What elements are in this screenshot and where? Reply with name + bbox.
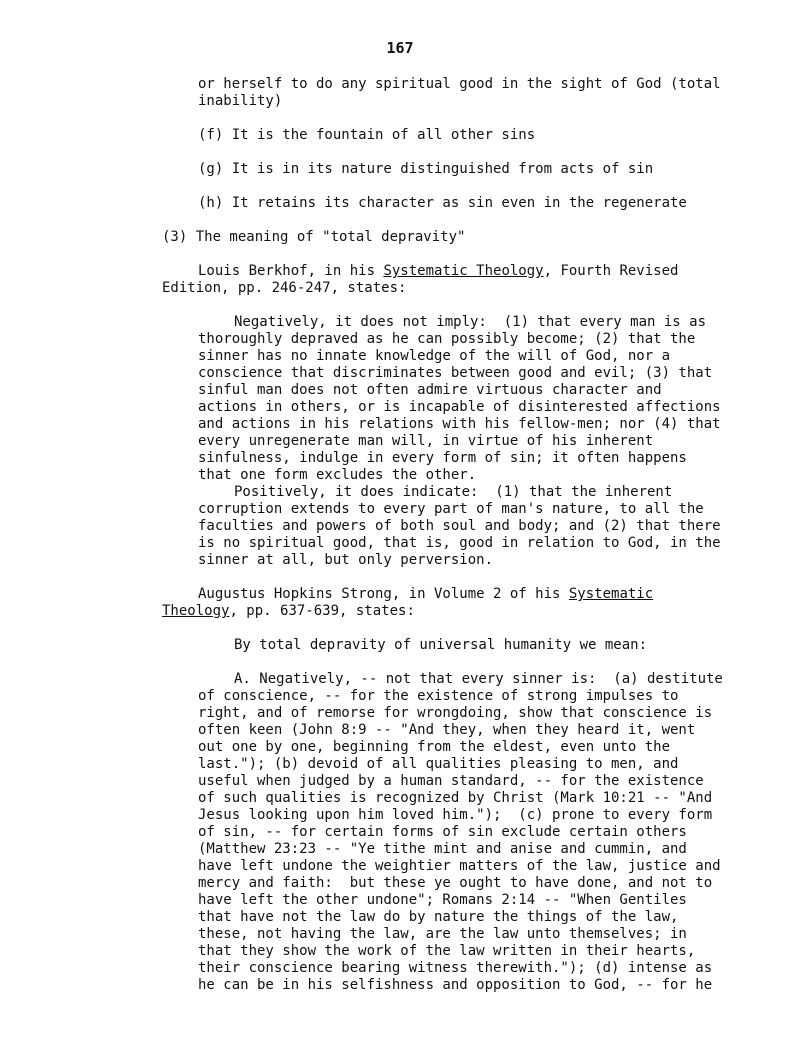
- strong-lead: By total depravity of universal humanity we mean:: [234, 637, 648, 653]
- quote-line: of conscience, -- for the existence of strong impulses to: [198, 688, 679, 704]
- berkhof-book-title: Systematic Theology: [383, 263, 544, 279]
- quote-line: conscience that discriminates between good and evil; (3) that: [198, 365, 713, 381]
- quote-line: (Matthew 23:23 -- "Ye tithe mint and anise and cummin, and: [198, 841, 687, 857]
- quote-line: of such qualities is recognized by Christ (Mark 10:21 -- "And: [198, 790, 713, 806]
- quote-line: right, and of remorse for wrongdoing, show that conscience is: [198, 705, 713, 721]
- quote-line: faculties and powers of both soul and body; and (2) that there: [198, 518, 721, 534]
- quote-line: that one form excludes the other.: [198, 467, 477, 483]
- text-line: or herself to do any spiritual good in the sight of God (total: [198, 76, 721, 92]
- quote-line: of sin, -- for certain forms of sin exclude certain others: [198, 824, 687, 840]
- berkhof-intro-post: , Fourth Revised: [543, 263, 679, 279]
- item-f: (f) It is the fountain of all other sins: [198, 127, 536, 143]
- quote-line: corruption extends to every part of man's nature, to all the: [198, 501, 704, 517]
- strong-quote: [162, 671, 742, 994]
- strong-book-title-part2: Theology: [162, 603, 230, 619]
- page-number: 167: [386, 39, 414, 57]
- strong-intro-pre: Augustus Hopkins Strong, in Volume 2 of his: [198, 586, 569, 602]
- item-h: (h) It retains its character as sin even in the regenerate: [198, 195, 687, 211]
- quote-line: sinful man does not often admire virtuous character and: [198, 382, 662, 398]
- quote-line: thoroughly depraved as he can possibly become; (2) that the: [198, 331, 696, 347]
- quote-line: sinner at all, but only perversion.: [198, 552, 494, 568]
- quote-line: often keen (John 8:9 -- "And they, when they heard it, went: [198, 722, 696, 738]
- section-3-heading: (3) The meaning of "total depravity": [162, 229, 466, 245]
- quote-line: have left the other undone"; Romans 2:14 -- "When Gentiles: [198, 892, 687, 908]
- strong-intro: [162, 586, 742, 620]
- quote-line: he can be in his selfishness and opposition to God, -- for he: [198, 977, 713, 993]
- quote-line: last."); (b) devoid of all qualities pleasing to men, and: [198, 756, 679, 772]
- strong-book-title-part1: Systematic: [568, 586, 654, 602]
- quote-line: their conscience bearing witness therewith."); (d) intense as: [198, 960, 713, 976]
- quote-line: have left undone the weightier matters of the law, justice and: [198, 858, 721, 874]
- quote-line: out one by one, beginning from the eldest, even unto the: [198, 739, 671, 755]
- berkhof-intro-pre: Louis Berkhof, in his: [198, 263, 384, 279]
- quote-line: useful when judged by a human standard, -- for the existence: [198, 773, 704, 789]
- berkhof-intro-line2: Edition, pp. 246-247, states:: [162, 280, 407, 296]
- quote-line: Jesus looking upon him loved him."); (c) prone to every form: [198, 807, 713, 823]
- body-text: [162, 76, 742, 994]
- quote-line: every unregenerate man will, in virtue of his inherent: [198, 433, 654, 449]
- berkhof-intro: [162, 263, 742, 297]
- quote-line: actions in others, or is incapable of disinterested affections: [198, 399, 721, 415]
- quote-line: A. Negatively, -- not that every sinner is: (a) destitute: [234, 671, 723, 687]
- item-e-continuation: [162, 76, 742, 110]
- text-line: inability): [198, 93, 283, 109]
- quote-line: mercy and faith: but these ye ought to have done, and not to: [198, 875, 713, 891]
- berkhof-quote: [162, 314, 742, 569]
- quote-line: these, not having the law, are the law unto themselves; in: [198, 926, 687, 942]
- quote-line: Negatively, it does not imply: (1) that every man is as: [234, 314, 707, 330]
- quote-line: that they show the work of the law written in their hearts,: [198, 943, 696, 959]
- item-g: (g) It is in its nature distinguished from acts of sin: [198, 161, 654, 177]
- quote-line: sinner has no innate knowledge of the will of God, nor a: [198, 348, 671, 364]
- quote-line: sinfulness, indulge in every form of sin; it often happens: [198, 450, 687, 466]
- quote-line: that have not the law do by nature the things of the law,: [198, 909, 679, 925]
- quote-line: is no spiritual good, that is, good in relation to God, in the: [198, 535, 721, 551]
- quote-line: and actions in his relations with his fellow-men; nor (4) that: [198, 416, 721, 432]
- strong-intro-post: , pp. 637-639, states:: [229, 603, 415, 619]
- quote-line: Positively, it does indicate: (1) that the inherent: [234, 484, 673, 500]
